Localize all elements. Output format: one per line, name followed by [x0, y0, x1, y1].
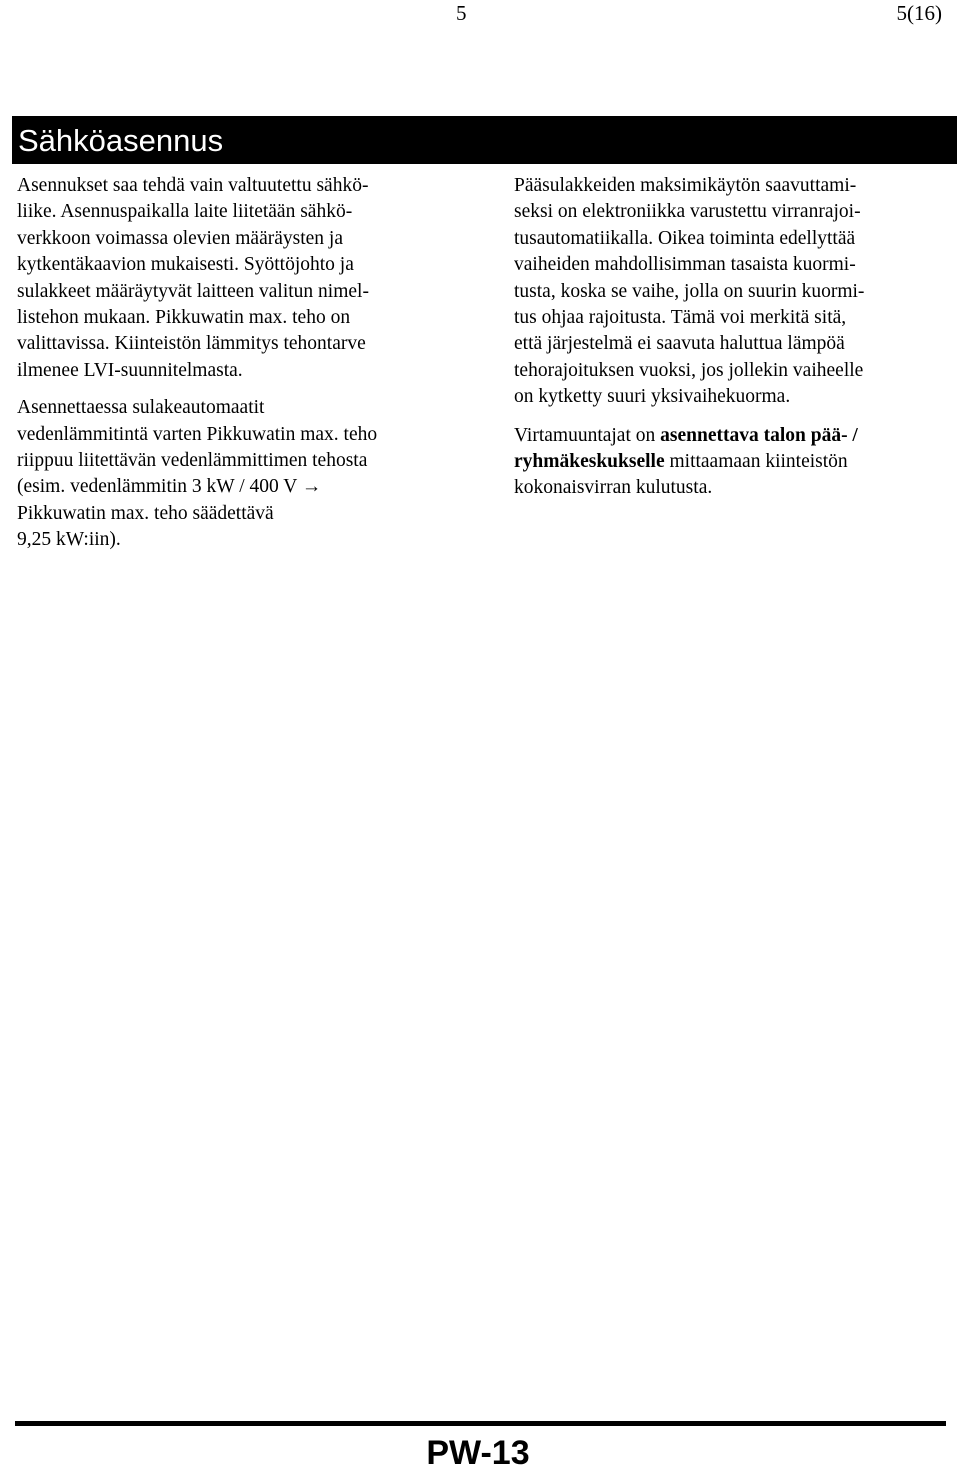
- ct-text-bold: asennettava talon pää- / ryhmäkeskukselle: [514, 424, 858, 473]
- section-title: Sähköasennus: [18, 123, 224, 158]
- right-paragraph-current-transformers: [514, 423, 946, 502]
- right-column: [514, 173, 946, 513]
- footer-rule: [15, 1421, 946, 1426]
- left-paragraph-water-heater: Asennettaessa sulakeautomaatit vedenlämmitintä varten Pikkuwatin max. teho riippuu liitettävän vedenlämmittimen tehosta (esim. vedenlämmitin 3 kW / 400 V → Pikkuwatin max. teho säädettävä 9,25 kW:iin).: [17, 397, 378, 551]
- left-column: [17, 173, 477, 565]
- right-paragraph-current-limiting: Pääsulakkeiden maksimikäytön saavuttami- seksi on elektroniikka varustettu virranrajoi- tusautomatiikalla. Oikea toiminta edellyttää vaiheiden mahdollisimman tasaista kuormi- tusta, koska se vaihe, jolla on suurin kuormi- tus ohjaa rajoitusta. Tämä voi merkitä sitä, että järjestelmä ei saavuta haluttua lämpöä tehorajoituksen vuoksi, jos jollekin vaiheelle on kytketty suuri yksivaihekuorma.: [514, 175, 865, 408]
- ct-text-end: mittaamaan kiinteistön kokonaisvirran kulutusta.: [514, 451, 848, 499]
- page-number: 5: [456, 1, 467, 25]
- section-header-bar: [12, 116, 957, 164]
- left-paragraph-installation: Asennukset saa tehdä vain valtuutettu sähkö- liike. Asennuspaikalla laite liitetään sähkö- verkkoon voimassa olevien määräysten ja kytkentäkaavion mukaisesti. Syöttöjohto ja sulakkeet määräytyvät laitteen valitun nimel- listehon mukaan. Pikkuwatin max. teho on valittavissa. Kiinteistön lämmitys tehontarve ilmenee LVI-suunnitelmasta.: [17, 175, 369, 381]
- ct-text-start: Virtamuuntajat on: [514, 424, 661, 446]
- page-count: 5(16): [896, 1, 942, 25]
- product-code: PW-13: [426, 1434, 530, 1472]
